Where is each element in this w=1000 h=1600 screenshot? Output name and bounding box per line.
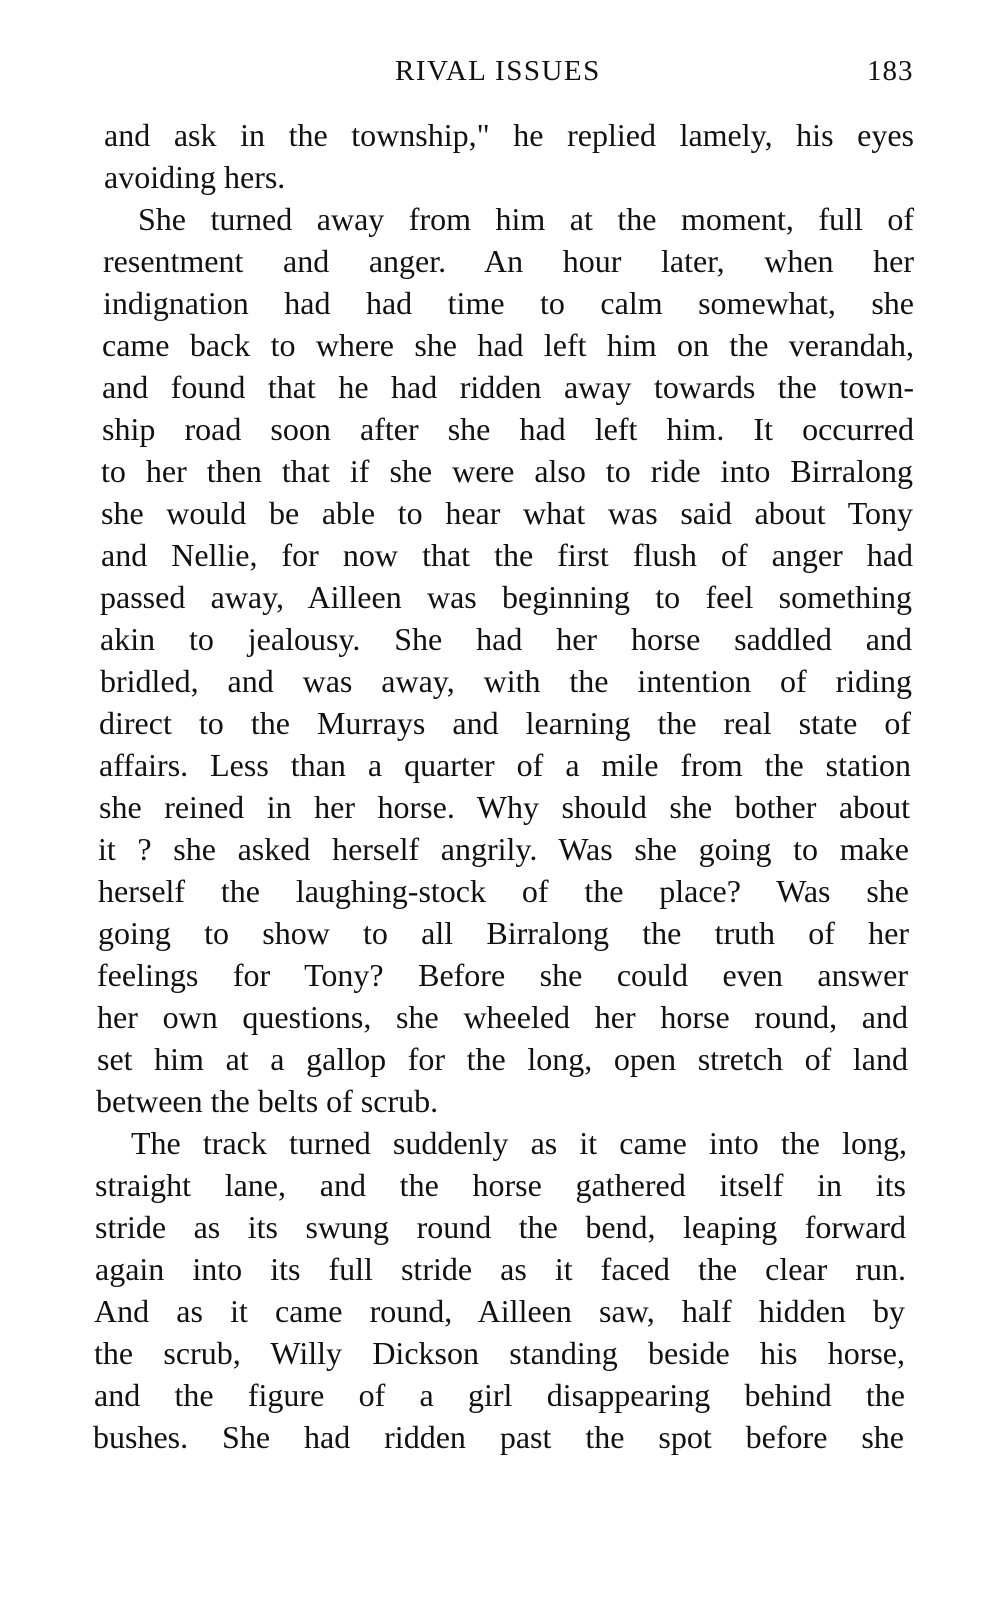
text-line: And as it came round, Ailleen saw, half hidden by [94, 1293, 905, 1329]
text-line: she reined in her horse. Why should she bother about [99, 789, 910, 825]
text-line: affairs. Less than a quarter of a mile from the station [99, 747, 911, 783]
text-line: and found that he had ridden away towards the town- [102, 369, 914, 405]
text-line: again into its full stride as it faced the clear run. [95, 1251, 906, 1287]
text-line: ship road soon after she had left him. It occurred [102, 411, 914, 447]
text-line: The track turned suddenly as it came into the long, [131, 1125, 907, 1161]
text-line: indignation had had time to calm somewhat, she [103, 285, 914, 321]
page-number: 183 [867, 55, 914, 87]
text-line: and Nellie, for now that the first flush of anger had [101, 537, 913, 573]
text-line: to her then that if she were also to ride into Birralong [101, 453, 913, 489]
text-line: she would be able to hear what was said about Tony [101, 495, 913, 531]
text-line: direct to the Murrays and learning the real state of [99, 705, 911, 741]
text-line: straight lane, and the horse gathered itself in its [95, 1167, 906, 1203]
text-line: came back to where she had left him on the verandah, [102, 327, 914, 363]
text-line: between the belts of scrub. [96, 1083, 439, 1119]
text-line: set him at a gallop for the long, open stretch of land [97, 1041, 908, 1077]
text-line: and the figure of a girl disappearing behind the [94, 1377, 905, 1413]
text-line: herself the laughing-stock of the place? Was she [98, 873, 909, 909]
text-line: it ? she asked herself angrily. Was she going to make [98, 831, 909, 867]
text-line: avoiding hers. [104, 159, 286, 195]
text-line: the scrub, Willy Dickson standing beside his horse, [94, 1335, 905, 1371]
text-line: She turned away from him at the moment, full of [138, 201, 914, 237]
text-line: going to show to all Birralong the truth of her [98, 915, 909, 951]
text-line: passed away, Ailleen was beginning to feel something [100, 579, 912, 615]
text-line: and ask in the township," he replied lamely, his eyes [104, 117, 914, 153]
text-line: bushes. She had ridden past the spot before she [93, 1419, 904, 1455]
text-line: feelings for Tony? Before she could even answer [97, 957, 908, 993]
text-line: bridled, and was away, with the intention of riding [100, 663, 912, 699]
text-line: stride as its swung round the bend, leaping forward [95, 1209, 906, 1245]
text-line: akin to jealousy. She had her horse saddled and [100, 621, 912, 657]
running-head-title: RIVAL ISSUES [395, 55, 601, 87]
text-line: her own questions, she wheeled her horse round, and [97, 999, 908, 1035]
text-line: resentment and anger. An hour later, when her [103, 243, 914, 279]
